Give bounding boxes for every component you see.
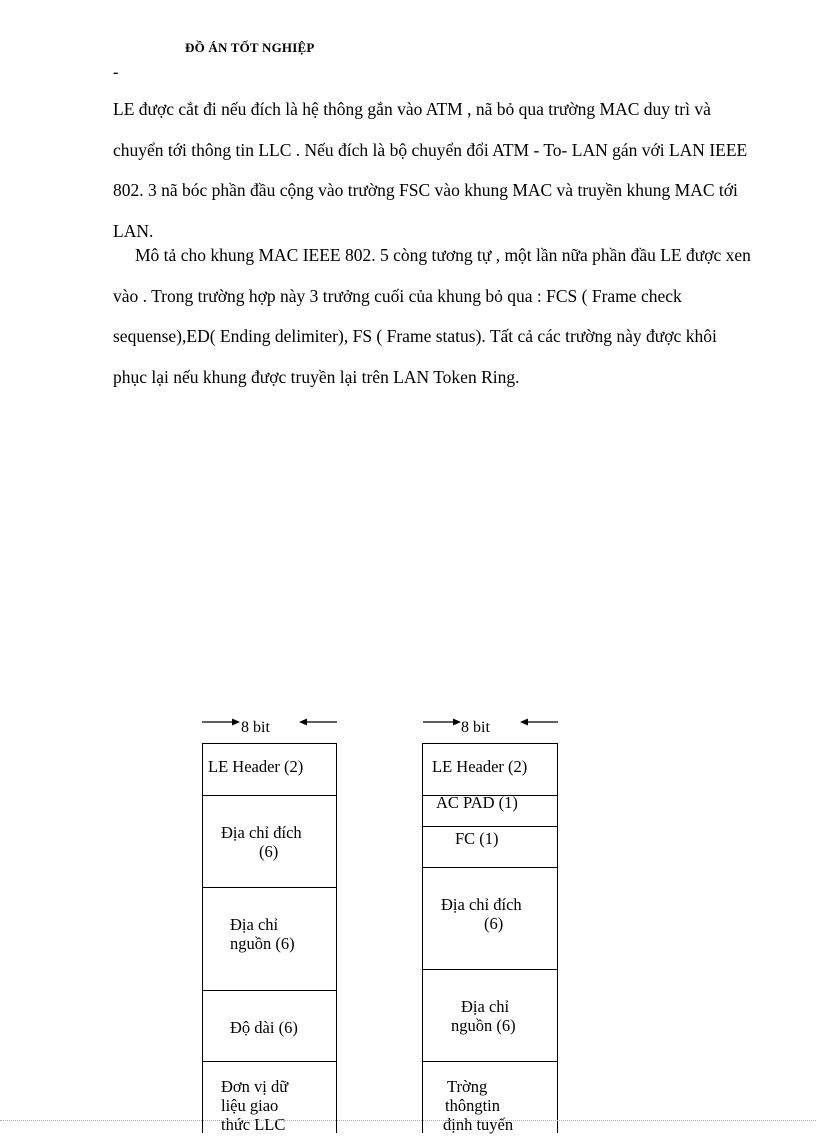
right-field-le-header: LE Header (2) — [423, 744, 557, 796]
right-width-indicator — [421, 716, 561, 736]
width-arrows-icon — [421, 716, 561, 736]
left-field-dest-address: Địa chỉ đích (6) — [203, 796, 336, 888]
page-bottom-border — [0, 1120, 816, 1121]
right-field-dest-address: Địa chỉ đích (6) — [423, 868, 557, 970]
page-header: ĐỒ ÁN TỐT NGHIỆP — [185, 40, 315, 55]
left-field-le-header: LE Header (2) — [203, 744, 336, 796]
right-field-fc: FC (1) — [423, 827, 557, 868]
left-frame-diagram — [202, 743, 337, 1133]
left-field-length: Độ dài (6) — [203, 991, 336, 1062]
paragraph-2: Mô tả cho khung MAC IEEE 802. 5 còng tương tự , một lần nữa phần đầu LE được xen vào . Trong trường hợp này 3 trưởng cuối của khung bỏ qua : FCS ( Frame check sequense),ED( Ending delimiter), FS ( Frame status). Tất cả các trường này được khôi phục lại nếu khung được truyền lại trên LAN Token Ring. — [113, 245, 751, 388]
dash-marker: - — [113, 64, 119, 81]
right-frame-diagram — [422, 743, 558, 1133]
right-field-src-address: Địa chỉ nguồn (6) — [423, 970, 557, 1062]
right-width-label: 8 bit — [461, 719, 490, 736]
width-arrows-icon — [200, 716, 340, 736]
left-width-label: 8 bit — [241, 719, 270, 736]
right-field-ac-pad: AC PAD (1) — [423, 796, 557, 827]
left-field-src-address: Địa chỉ nguồn (6) — [203, 888, 336, 991]
paragraph-1: LE được cắt đi nếu đích là hệ thông gắn vào ATM , nã bỏ qua trường MAC duy trì và chuyển tới thông tin LLC . Nếu đích là bộ chuyển đổi ATM - To- LAN gán với LAN IEEE 802. 3 nã bóc phần đầu cộng vào trường FSC vào khung MAC và truyền khung MAC tới LAN. — [113, 99, 748, 242]
left-width-indicator — [200, 716, 340, 736]
left-field-llc-pdu: Đơn vị dữ liệu giao thức LLC — [221, 1077, 289, 1134]
right-field-routing-info: Trờng thôngtin định tuyến — [443, 1077, 514, 1134]
